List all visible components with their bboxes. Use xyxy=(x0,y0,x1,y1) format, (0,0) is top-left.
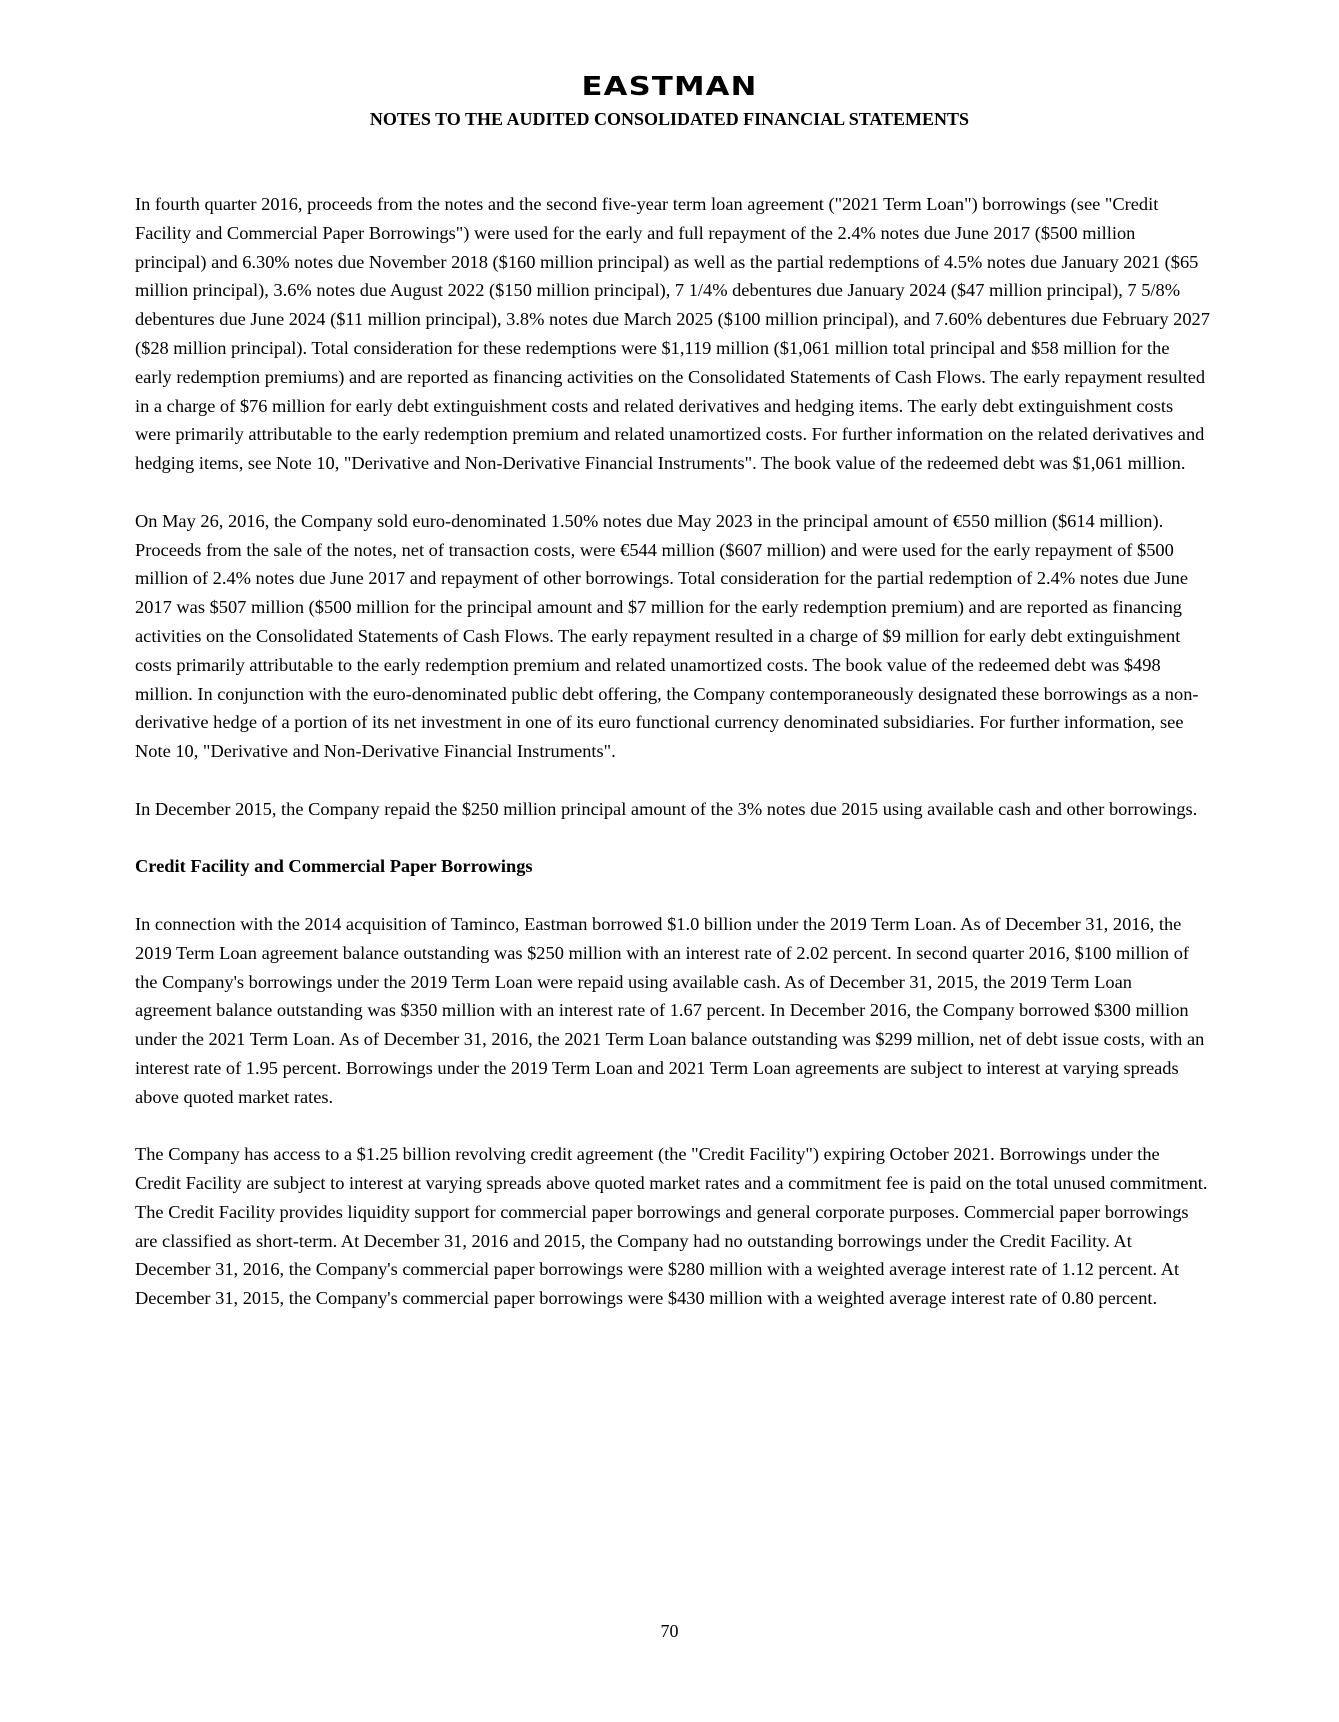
page-number: 70 xyxy=(660,1621,679,1641)
page-title: NOTES TO THE AUDITED CONSOLIDATED FINANCIAL STATEMENTS xyxy=(369,109,970,129)
paragraph-2015-repayment: In December 2015, the Company repaid the $250 million principal amount of the 3% notes due 2015 using available cash and other borrowings. xyxy=(135,798,1198,819)
paragraph-credit-facility: The Company has access to a $1.25 billion revolving credit agreement (the "Credit Facility") expiring October 2021. Borrowings under the Credit Facility are subject to interest at varying spreads above quoted market rates and a commitment fee is paid on the total unused commitment. The Credit Facility provides liquidity support for commercial paper borrowings and general corporate purposes. Commercial paper borrowings are classified as short-term. At December 31, 2016 and 2015, the Company had no outstanding borrowings under the Credit Facility. At December 31, 2016, the Company's commercial paper borrowings were $280 million with a weighted average interest rate of 1.12 percent. At December 31, 2015, the Company's commercial paper borrowings were $430 million with a weighted average interest rate of 0.80 percent. xyxy=(135,1144,1208,1309)
company-logo: EASTMAN xyxy=(581,72,758,102)
paragraph-term-loans: In connection with the 2014 acquisition of Taminco, Eastman borrowed $1.0 billion under the 2019 Term Loan. As of December 31, 2016, the 2019 Term Loan agreement balance outstanding was $250 million with an interest rate of 2.02 percent. In second quarter 2016, $100 million of the Company's borrowings under the 2019 Term Loan were repaid using available cash. As of December 31, 2015, the 2019 Term Loan agreement balance outstanding was $350 million with an interest rate of 1.67 percent. In December 2016, the Company borrowed $300 million under the 2021 Term Loan. As of December 31, 2016, the 2021 Term Loan balance outstanding was $299 million, net of debt issue costs, with an interest rate of 1.95 percent. Borrowings under the 2019 Term Loan and 2021 Term Loan agreements are subject to interest at varying spreads above quoted market rates. xyxy=(135,913,1205,1107)
paragraph-debt-redemptions: In fourth quarter 2016, proceeds from the notes and the second five-year term loan agreement ("2021 Term Loan") borrowings (see "Credit Facility and Commercial Paper Borrowings") were used for the early and full repayment of the 2.4% notes due June 2017 ($500 million principal) and 6.30% notes due November 2018 ($160 million principal) as well as the partial redemptions of 4.5% notes due January 2021 ($65 million principal), 3.6% notes due August 2022 ($150 million principal), 7 1/4% debentures due January 2024 ($47 million principal), 7 5/8% debentures due June 2024 ($11 million principal), 3.8% notes due March 2025 ($100 million principal), and 7.60% debentures due February 2027 ($28 million principal). Total consideration for these redemptions were $1,119 million ($1,061 million total principal and $58 million for the early redemption premiums) and are reported as financing activities on the Consolidated Statements of Cash Flows. The early repayment resulted in a charge of $76 million for early debt extinguishment costs and related derivatives and hedging items. The early debt extinguishment costs were primarily attributable to the early redemption premium and related unamortized costs. For further information on the related derivatives and hedging items, see Note 10, "Derivative and Non-Derivative Financial Instruments". The book value of the redeemed debt was $1,061 million. xyxy=(135,194,1210,474)
document-body xyxy=(135,190,1210,1342)
section-heading: Credit Facility and Commercial Paper Borrowings xyxy=(135,856,533,877)
paragraph-euro-notes: On May 26, 2016, the Company sold euro-denominated 1.50% notes due May 2023 in the principal amount of €550 million ($614 million). Proceeds from the sale of the notes, net of transaction costs, were €544 million ($607 million) and were used for the early repayment of $500 million of 2.4% notes due June 2017 and repayment of other borrowings. Total consideration for the partial redemption of 2.4% notes due June 2017 was $507 million ($500 million for the principal amount and $7 million for the early redemption premium) and are reported as financing activities on the Consolidated Statements of Cash Flows. The early repayment resulted in a charge of $9 million for early debt extinguishment costs primarily attributable to the early redemption premium and related unamortized costs. The book value of the redeemed debt was $498 million. In conjunction with the euro-denominated public debt offering, the Company contemporaneously designated these borrowings as a non-derivative hedge of a portion of its net investment in one of its euro functional currency denominated subsidiaries. For further information, see Note 10, "Derivative and Non-Derivative Financial Instruments". xyxy=(135,510,1199,762)
